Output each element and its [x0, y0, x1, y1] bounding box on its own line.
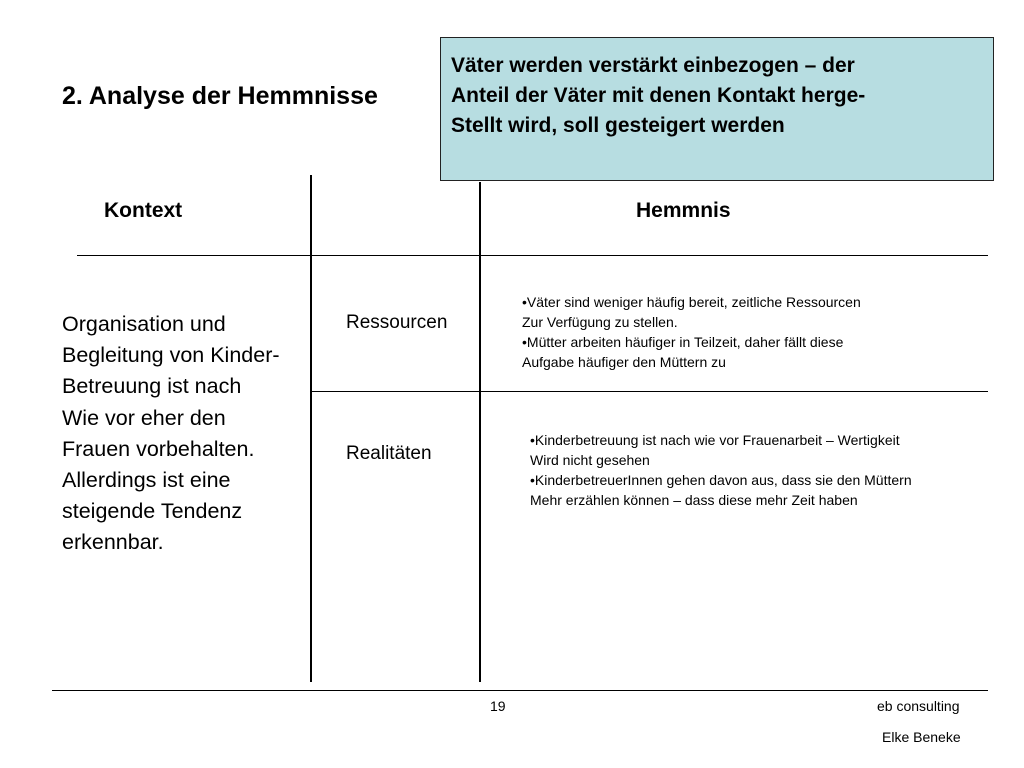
hemmnis-list-realitaeten [530, 430, 912, 510]
hemmnis-line: •Mütter arbeiten häufiger in Teilzeit, daher fällt diese [522, 334, 844, 350]
column-divider-left [310, 175, 312, 682]
hemmnis-line: •Väter sind weniger häufig bereit, zeitliche Ressourcen [522, 294, 861, 310]
header-hemmnis: Hemmnis [636, 199, 731, 222]
hemmnis-line: Wird nicht gesehen [530, 452, 650, 468]
slide-title: 2. Analyse der Hemmnisse [62, 82, 378, 110]
context-line: Wie vor eher den [62, 405, 226, 430]
column-divider-right [479, 182, 481, 682]
header-divider-line [77, 255, 988, 256]
hemmnis-list-ressourcen [522, 292, 861, 372]
row-divider-line [311, 391, 988, 392]
hemmnis-line: •Kinderbetreuung ist nach wie vor Frauenarbeit – Wertigkeit [530, 432, 900, 448]
callout-line: Stellt wird, soll gesteigert werden [451, 114, 785, 137]
category-realitaeten: Realitäten [346, 443, 432, 464]
context-line: Frauen vorbehalten. [62, 436, 255, 461]
goal-callout-box [440, 37, 994, 181]
footer-company: eb consulting [877, 698, 960, 714]
footer-divider-line [52, 690, 988, 691]
context-line: Betreuung ist nach [62, 374, 242, 399]
callout-line: Anteil der Väter mit denen Kontakt herge- [451, 84, 866, 107]
hemmnis-line: Mehr erzählen können – dass diese mehr Zeit haben [530, 492, 858, 508]
category-ressourcen: Ressourcen [346, 312, 448, 333]
context-line: Allerdings ist eine [62, 468, 231, 493]
header-kontext: Kontext [104, 199, 183, 222]
hemmnis-line: •KinderbetreuerInnen gehen davon aus, dass sie den Müttern [530, 472, 912, 488]
callout-line: Väter werden verstärkt einbezogen – der [451, 54, 855, 77]
context-line: Begleitung von Kinder- [62, 343, 280, 368]
context-line: steigende Tendenz [62, 499, 243, 524]
footer-author: Elke Beneke [882, 729, 961, 745]
hemmnis-line: Zur Verfügung zu stellen. [522, 314, 678, 330]
context-description [62, 309, 280, 559]
context-line: erkennbar. [62, 530, 164, 555]
context-line: Organisation und [62, 312, 226, 336]
page-number: 19 [490, 698, 506, 714]
hemmnis-line: Aufgabe häufiger den Müttern zu [522, 354, 726, 370]
